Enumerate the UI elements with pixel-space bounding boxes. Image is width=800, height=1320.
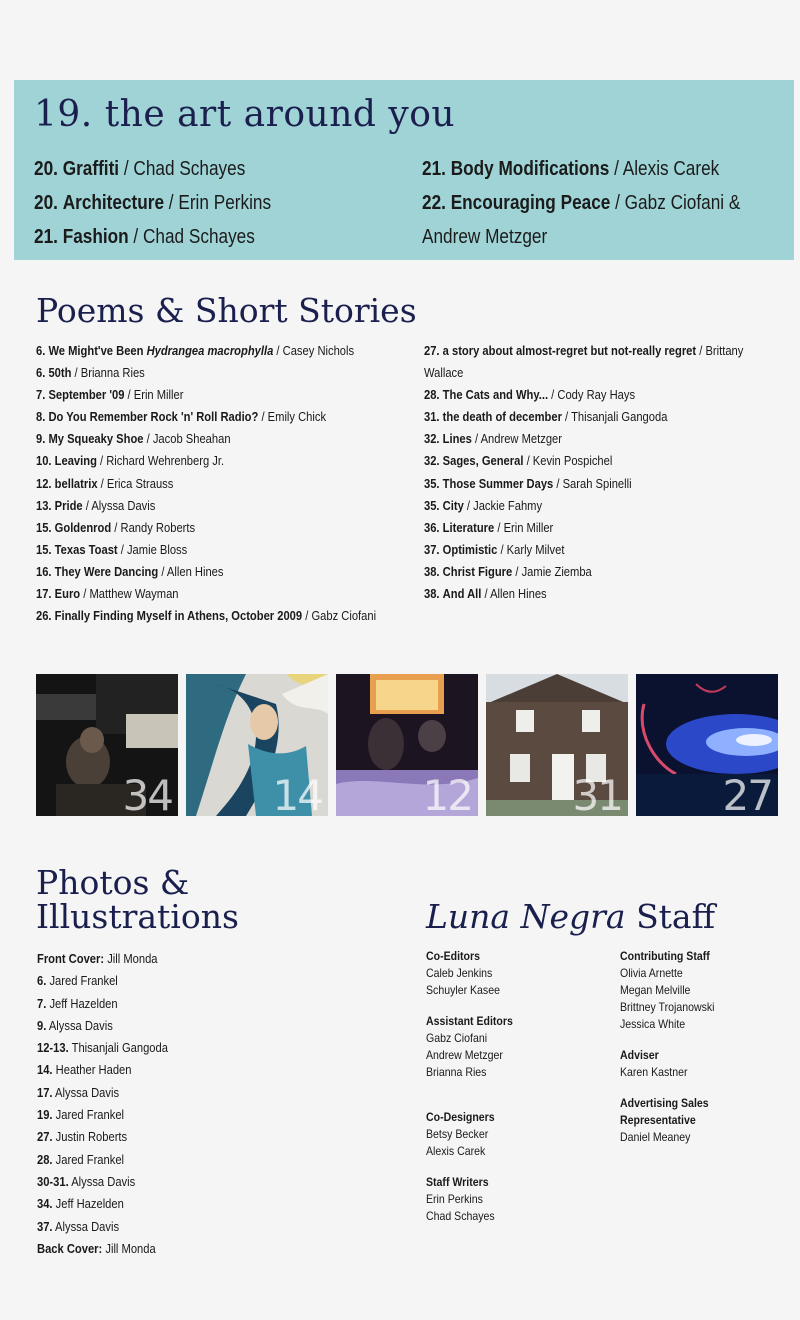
credit-name: Jared Frankel [55, 1151, 125, 1167]
credit-name: Alyssa Davis [48, 1017, 113, 1033]
entry-title: Texas Toast [54, 541, 118, 557]
entry-separator: / [548, 387, 558, 403]
staff-name: Brianna Ries [426, 1065, 487, 1079]
entry-number: 15. [36, 541, 52, 557]
entry-number: 22. [422, 192, 446, 214]
entry-number: 7. [36, 387, 46, 403]
art-list-right [422, 152, 792, 254]
poem-entry [424, 406, 742, 428]
entry-author: Alyssa Davis [91, 497, 156, 513]
staff-group [620, 1047, 727, 1081]
credit-name: Jared Frankel [49, 973, 118, 989]
photo-credit [37, 1216, 168, 1238]
entry-title: 50th [48, 365, 72, 381]
entry-number: 21. [34, 226, 58, 248]
entry-author: Wallace [424, 365, 464, 381]
entry-separator: / [497, 541, 507, 557]
staff-group [426, 948, 525, 999]
poem-entry [36, 384, 363, 406]
poem-entry [36, 539, 363, 561]
entry-separator: / [463, 497, 474, 513]
entry-author: Thisanjali Gangoda [571, 409, 668, 425]
poem-entry [36, 517, 363, 539]
entry-separator: / [512, 563, 522, 579]
photos-heading-line2: Illustrations [36, 897, 239, 936]
entry-title: Lines [442, 431, 472, 447]
entry-title: Sages, General [442, 453, 524, 469]
entry-number: 35. [424, 497, 440, 513]
entry-separator: / [481, 586, 491, 602]
staff-group [426, 1174, 525, 1225]
staff-role [620, 1047, 714, 1064]
poem-entry [424, 517, 742, 539]
staff-role [426, 1013, 513, 1030]
entry-separator: / [117, 541, 127, 557]
poem-entry [36, 605, 377, 627]
staff-role [620, 1095, 714, 1129]
entry-title: Euro [54, 586, 81, 602]
credit-page: Back Cover: [37, 1240, 103, 1256]
photo-credit [37, 1015, 168, 1037]
thumbnail-page-number: 34 [122, 771, 172, 816]
magazine-name: Luna Negra [426, 897, 626, 936]
staff-name: Schuyler Kasee [426, 983, 500, 997]
entry-author: Gabz Ciofani & [624, 192, 741, 214]
entry-number: 31. [424, 409, 440, 425]
staff-name: Brittney Trojanowski [620, 1000, 715, 1014]
entry-number: 36. [424, 519, 440, 535]
entry-number: 16. [36, 563, 52, 579]
entry-separator: / [143, 431, 153, 447]
entry-separator: / [128, 226, 143, 248]
credit-page: 30-31. [37, 1173, 69, 1189]
photo-credit [37, 1171, 168, 1193]
entry-number: 38. [424, 586, 440, 602]
poem-entry [36, 340, 363, 362]
entry-title: And All [442, 586, 482, 602]
photo-credit [37, 1104, 168, 1126]
entry-separator: / [523, 453, 533, 469]
poem-entry [424, 583, 742, 605]
credit-page: 9. [37, 1017, 47, 1033]
entry-separator: / [124, 387, 134, 403]
art-section-heading: 19. the art around you [34, 94, 456, 135]
entry-number: 35. [424, 475, 440, 491]
entry-separator: / [553, 475, 563, 491]
staff-name: Alexis Carek [426, 1144, 486, 1158]
staff-role-line: Adviser [620, 1048, 659, 1062]
entry-separator: / [273, 343, 283, 358]
entry-author: Andrew Metzger [480, 431, 562, 447]
entry-author: Casey Nichols [282, 343, 355, 358]
entry-separator: / [471, 431, 481, 447]
entry-number: 32. [424, 453, 440, 469]
poem-entry [424, 362, 742, 384]
staff-name: Gabz Ciofani [426, 1031, 488, 1045]
entry-separator: / [561, 409, 572, 425]
entry-title: Finally Finding Myself in Athens, October 2009 [54, 608, 303, 624]
poem-entry [424, 473, 742, 495]
poem-entry [36, 561, 363, 583]
staff-column-left [426, 948, 525, 1239]
poem-entry [424, 495, 742, 517]
entry-author: Jackie Fahmy [473, 497, 543, 513]
entry-author: Gabz Ciofani [311, 608, 377, 624]
staff-role-line: Staff Writers [426, 1175, 489, 1189]
entry-number: 13. [36, 497, 52, 513]
thumbnail-window-figures [336, 674, 478, 816]
photo-credit [37, 970, 168, 992]
entry-author: Erin Miller [503, 519, 554, 535]
credit-name: Jill Monda [105, 1240, 156, 1256]
staff-group [426, 1109, 525, 1160]
entry-number: 9. [36, 431, 46, 447]
entry-separator: / [97, 475, 107, 491]
entry-author: Alexis Carek [622, 158, 720, 180]
staff-name: Daniel Meaney [620, 1130, 691, 1144]
entry-author: Karly Milvet [506, 541, 565, 557]
entry-title-italic: Hydrangea macrophylla [146, 343, 274, 358]
entry-number: 28. [424, 387, 440, 403]
entry-author: Brittany [705, 343, 744, 358]
staff-role [426, 948, 513, 965]
thumbnail-page-number: 14 [272, 771, 322, 816]
art-entry [422, 152, 740, 186]
entry-number: 6. [36, 365, 46, 381]
entry-title: Fashion [62, 226, 129, 248]
staff-role-line: Advertising Sales [620, 1096, 709, 1110]
poem-entry [36, 495, 363, 517]
entry-title: The Cats and Why... [442, 387, 549, 403]
staff-name: Betsy Becker [426, 1127, 489, 1141]
entry-title: We Might've Been [48, 343, 147, 358]
credit-name: Jeff Hazelden [55, 1196, 124, 1212]
staff-heading-rest: Staff [625, 897, 716, 936]
staff-role [620, 948, 714, 965]
staff-name: Chad Schayes [426, 1209, 495, 1223]
entry-title: Goldenrod [54, 519, 112, 535]
staff-name: Erin Perkins [426, 1192, 483, 1206]
credit-page: 17. [37, 1084, 53, 1100]
thumbnail-page-number: 31 [572, 771, 622, 816]
credit-page: 12-13. [37, 1040, 69, 1056]
photo-credit [37, 1238, 168, 1260]
entry-author: Richard Wehrenberg Jr. [106, 453, 225, 469]
credit-page: 27. [37, 1129, 53, 1145]
credit-name: Jeff Hazelden [49, 995, 118, 1011]
photo-credit [37, 1149, 168, 1171]
poems-list-left [36, 340, 416, 627]
entry-number: 27. [424, 343, 440, 358]
poem-entry [424, 384, 742, 406]
entry-title: Graffiti [62, 158, 120, 180]
poem-entry [36, 406, 363, 428]
entry-separator: / [258, 409, 268, 425]
entry-number: 37. [424, 541, 440, 557]
entry-title: My Squeaky Shoe [48, 431, 144, 447]
photos-section-heading [36, 863, 336, 936]
entry-number: 20. [34, 158, 58, 180]
staff-name: Olivia Arnette [620, 966, 683, 980]
photo-credits-list [37, 948, 189, 1260]
entry-title: Literature [442, 519, 495, 535]
entry-title: Do You Remember Rock 'n' Roll Radio? [48, 409, 259, 425]
entry-number: 15. [36, 519, 52, 535]
entry-title: September '09 [48, 387, 125, 403]
credit-page: 6. [37, 973, 47, 989]
entry-author: Erin Miller [133, 387, 184, 403]
photo-credit [37, 1059, 168, 1081]
staff-column-right [620, 948, 727, 1160]
entry-title: Body Modifications [450, 158, 610, 180]
entry-title: They Were Dancing [54, 563, 159, 579]
poem-entry [424, 561, 742, 583]
credit-name: Alyssa Davis [55, 1218, 120, 1234]
staff-role [426, 1174, 513, 1191]
staff-name: Caleb Jenkins [426, 966, 493, 980]
photos-heading-line1: Photos & [36, 863, 190, 902]
thumbnail-abstract-blue [636, 674, 778, 816]
entry-author: Matthew Wayman [89, 586, 179, 602]
credit-page: 28. [37, 1151, 53, 1167]
credit-page: Front Cover: [37, 951, 105, 966]
entry-separator: / [696, 343, 706, 358]
entry-author: Allen Hines [166, 563, 224, 579]
entry-separator: / [71, 365, 81, 381]
photo-credit [37, 1037, 168, 1059]
staff-role-line: Contributing Staff [620, 949, 710, 963]
entry-title: Leaving [54, 453, 97, 469]
credit-page: 37. [37, 1218, 53, 1234]
entry-number: 12. [36, 475, 52, 491]
entry-number: 20. [34, 192, 58, 214]
entry-title: Christ Figure [442, 563, 513, 579]
entry-separator: / [609, 158, 623, 180]
entry-author: Chad Schayes [133, 158, 246, 180]
poems-section-heading: Poems & Short Stories [36, 291, 417, 330]
art-entry [34, 152, 271, 186]
thumbnail-old-house [486, 674, 628, 816]
poem-entry [424, 450, 742, 472]
art-entry [34, 220, 271, 254]
staff-role [426, 1109, 513, 1126]
entry-separator: / [96, 453, 107, 469]
poem-entry [424, 539, 742, 561]
entry-number: 21. [422, 158, 446, 180]
entry-separator: / [158, 563, 167, 579]
entry-number: 17. [36, 586, 52, 602]
entry-author: Allen Hines [490, 586, 547, 602]
entry-author: Cody Ray Hays [557, 387, 636, 403]
entry-number: 8. [36, 409, 46, 425]
credit-name: Alyssa Davis [71, 1173, 136, 1189]
entry-author: Randy Roberts [120, 519, 196, 535]
entry-author: Sarah Spinelli [562, 475, 632, 491]
entry-author: Kevin Pospichel [532, 453, 613, 469]
entry-author: Jacob Sheahan [152, 431, 231, 447]
entry-separator: / [610, 192, 625, 214]
thumbnail-page-number: 27 [722, 771, 772, 816]
staff-section-heading [426, 897, 716, 936]
thumbnail-strip [36, 674, 780, 816]
poem-entry [424, 340, 742, 362]
credit-page: 14. [37, 1062, 53, 1078]
credit-name: Thisanjali Gangoda [71, 1040, 168, 1056]
entry-separator: / [302, 608, 312, 624]
photo-credit [37, 1082, 168, 1104]
art-entry [422, 220, 740, 254]
staff-name: Jessica White [620, 1017, 686, 1031]
entry-author: Emily Chick [267, 409, 327, 425]
credit-name: Jill Monda [107, 951, 158, 966]
art-list-left [34, 152, 310, 254]
entry-separator: / [164, 192, 179, 214]
entry-author: Jamie Ziemba [521, 563, 592, 579]
entry-number: 26. [36, 608, 52, 624]
entry-title: Optimistic [442, 541, 498, 557]
poem-entry [36, 473, 363, 495]
photo-credit [37, 948, 168, 970]
entry-author: Erin Perkins [178, 192, 272, 214]
entry-number: 32. [424, 431, 440, 447]
entry-separator: / [119, 158, 134, 180]
credit-name: Heather Haden [55, 1062, 132, 1078]
entry-separator: / [82, 497, 92, 513]
staff-group [426, 1013, 525, 1081]
entry-title: City [442, 497, 464, 513]
credit-page: 34. [37, 1196, 53, 1212]
staff-name: Andrew Metzger [426, 1048, 503, 1062]
poem-entry [424, 428, 742, 450]
poem-entry [36, 583, 363, 605]
thumbnail-page-number: 12 [422, 771, 472, 816]
entry-author: Brianna Ries [80, 365, 145, 381]
poem-entry [36, 428, 363, 450]
poems-list-right [424, 340, 794, 605]
art-around-you-banner [14, 80, 794, 260]
entry-number: 38. [424, 563, 440, 579]
entry-author: Jamie Bloss [126, 541, 188, 557]
entry-separator: / [80, 586, 90, 602]
photo-credit [37, 1193, 168, 1215]
entry-title: Those Summer Days [442, 475, 554, 491]
staff-group [620, 1095, 727, 1146]
staff-role-line: Assistant Editors [426, 1014, 513, 1028]
art-entry [34, 186, 271, 220]
entry-title: a story about almost-regret but not-really regret [442, 343, 697, 358]
entry-author: Andrew Metzger [422, 226, 548, 248]
credit-page: 19. [37, 1107, 53, 1123]
entry-author: Erica Strauss [106, 475, 174, 491]
staff-group [620, 948, 727, 1033]
entry-title: the death of december [442, 409, 562, 425]
thumbnail-piano-player [36, 674, 178, 816]
thumbnail-mermaid-illustration [186, 674, 328, 816]
art-entry [422, 186, 740, 220]
entry-title: Pride [54, 497, 83, 513]
photo-credit [37, 993, 168, 1015]
entry-title: bellatrix [54, 475, 98, 491]
entry-author: Chad Schayes [142, 226, 255, 248]
poem-entry [36, 450, 363, 472]
staff-role-line: Representative [620, 1113, 696, 1127]
credit-name: Justin Roberts [55, 1129, 128, 1145]
entry-separator: / [111, 519, 121, 535]
entry-number: 10. [36, 453, 52, 469]
poem-entry [36, 362, 363, 384]
staff-role-line: Co-Editors [426, 949, 480, 963]
photo-credit [37, 1126, 168, 1148]
credit-name: Jared Frankel [55, 1107, 125, 1123]
credit-page: 7. [37, 995, 47, 1011]
entry-separator: / [494, 519, 504, 535]
entry-title: Encouraging Peace [450, 192, 611, 214]
entry-number: 6. [36, 343, 46, 358]
credit-name: Alyssa Davis [55, 1084, 120, 1100]
staff-role-line: Co-Designers [426, 1110, 495, 1124]
staff-name: Megan Melville [620, 983, 691, 997]
entry-title: Architecture [62, 192, 165, 214]
staff-name: Karen Kastner [620, 1065, 688, 1079]
